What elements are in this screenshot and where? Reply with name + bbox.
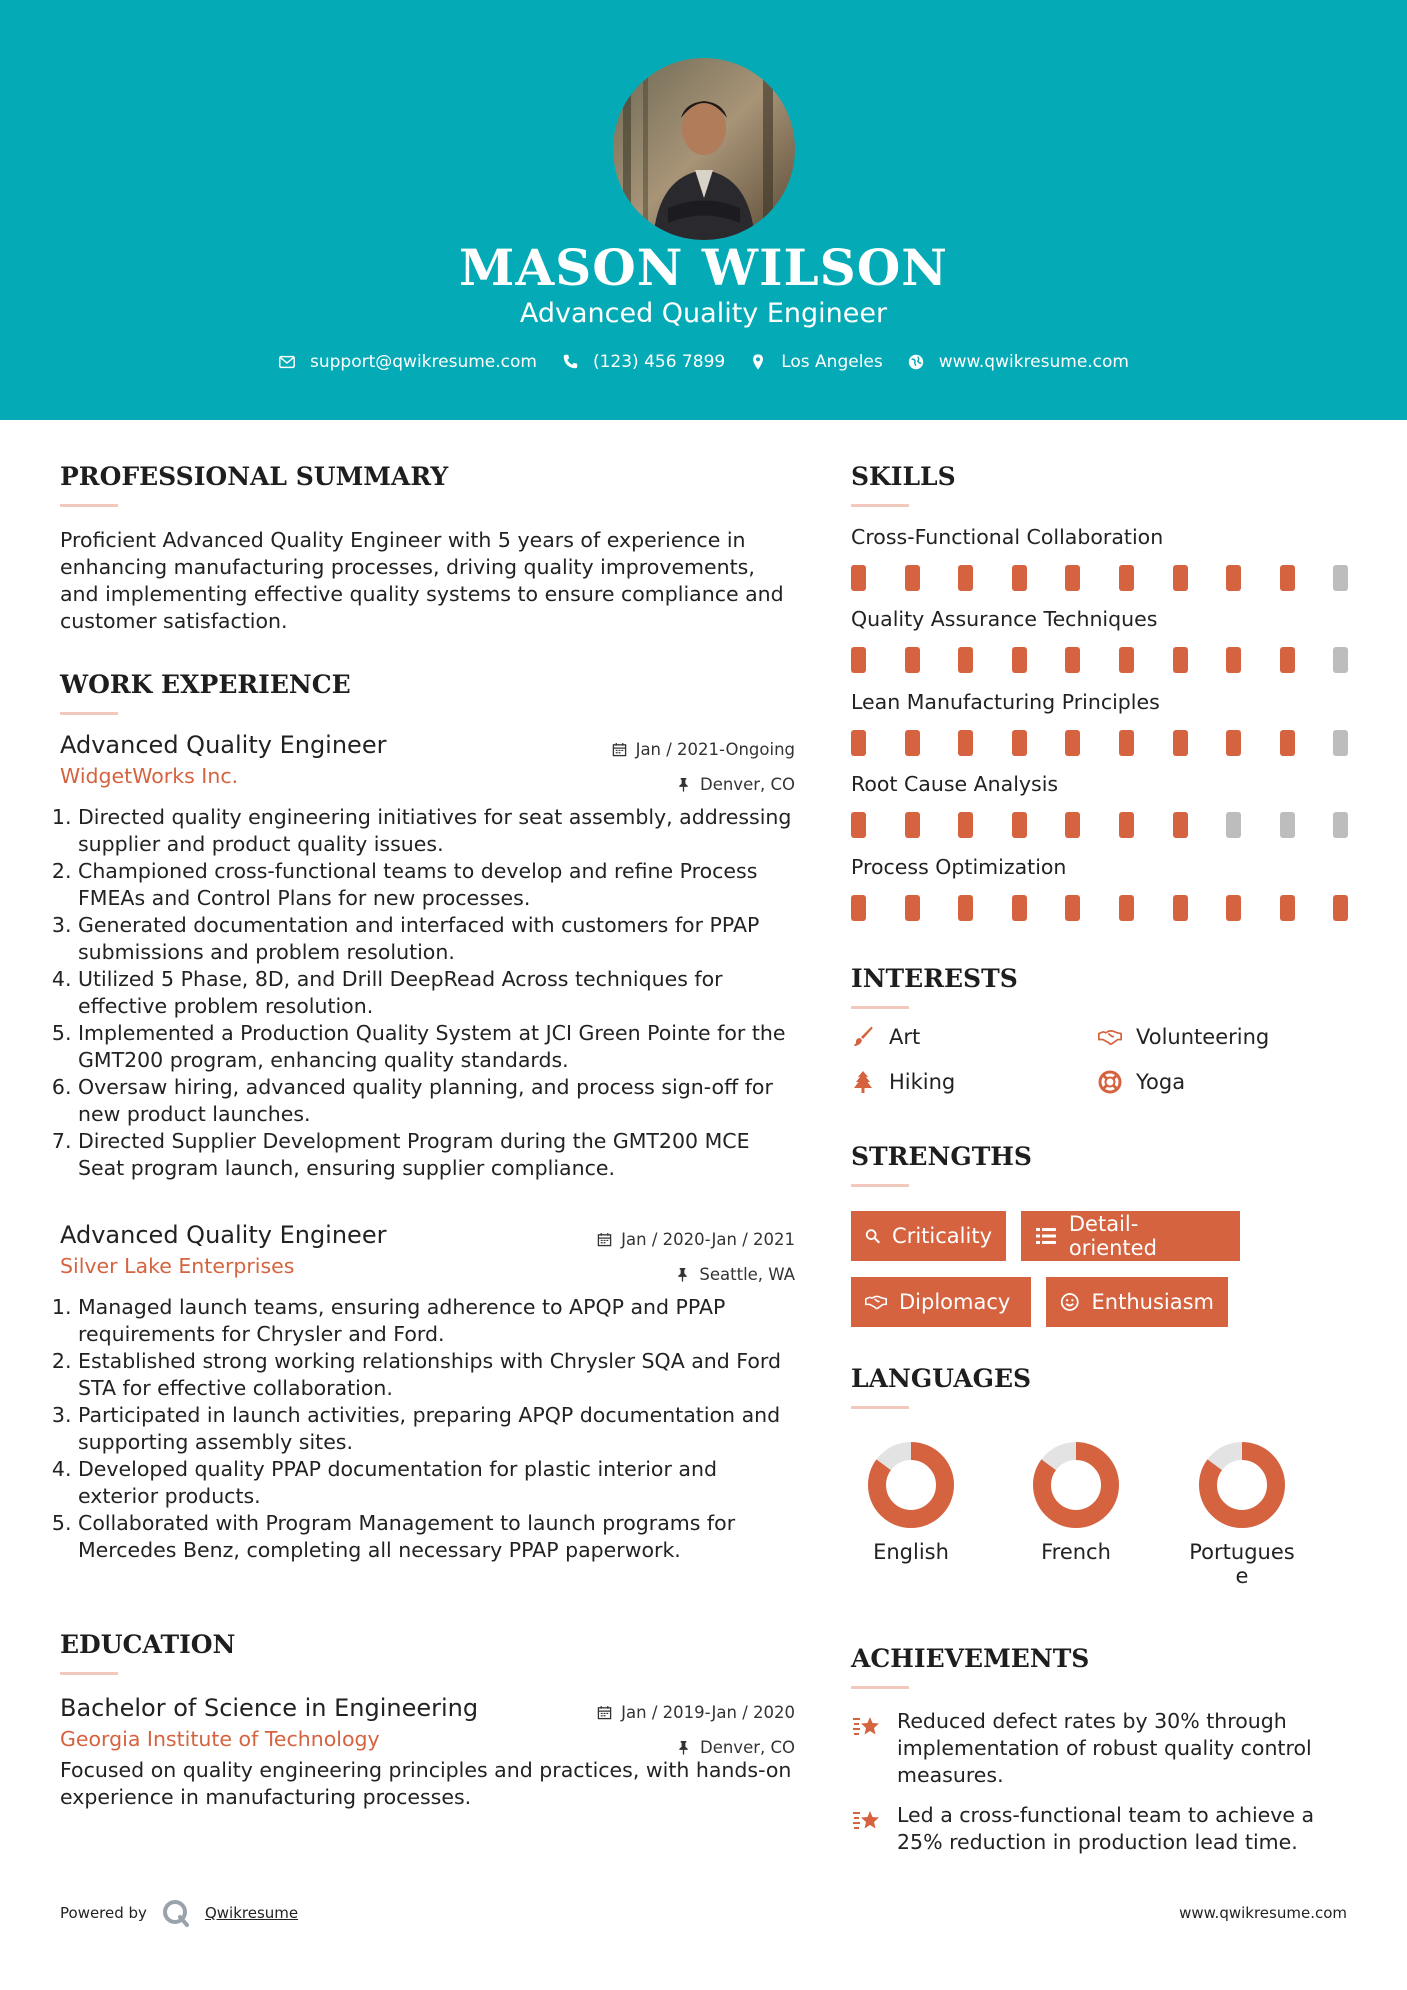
pushpin-icon [676,1740,691,1755]
skill-segment [1226,647,1241,673]
footer-website[interactable]: www.qwikresume.com [1179,1904,1347,1922]
skill-segment [905,647,920,673]
lifering-icon [1098,1070,1122,1094]
achievements-underline [851,1686,909,1689]
language-ring [866,1440,956,1530]
job-bullet: 1. Managed launch teams, ensuring adherence to APQP and PPAP requirements for Chrysler and Ford. [78,1294,795,1348]
skill-segment [851,647,866,673]
summary-underline [60,504,118,507]
languages-underline [851,1406,909,1409]
job-bullet: 2. Established strong working relationships with Chrysler SQA and Ford STA for effective collaboration. [78,1348,795,1402]
job-entry [60,1221,795,1601]
job-bullets [60,1294,795,1564]
job-location-text: Seattle, WA [699,1265,795,1284]
skill-rating [851,647,1351,673]
skill-segment [958,730,973,756]
profile-photo [613,58,795,240]
skill-rating [851,565,1351,591]
skill-rating [851,895,1351,921]
calendar-icon [597,1232,612,1247]
job-location [676,775,795,794]
skill-segment [1012,730,1027,756]
skill-segment [1012,647,1027,673]
skills-underline [851,504,909,507]
achievement-text: Led a cross-functional team to achieve a 25% reduction in production lead time. [897,1803,1315,1854]
education-entry [60,1694,795,1824]
calendar-icon [612,742,627,757]
skill-segment [1065,895,1080,921]
skill-segment [1173,895,1188,921]
list-icon [1035,1225,1057,1247]
skill-segment [1280,895,1295,921]
skill-segment [1065,812,1080,838]
job-dates-text: Jan / 2021-Ongoing [635,740,795,759]
achievement-item [851,1708,1351,1789]
skill-segment [1065,647,1080,673]
skill-name: Cross-Functional Collaboration [851,525,1164,549]
job-bullet: 4. Utilized 5 Phase, 8D, and Drill DeepRead Across techniques for effective problem resolution. [78,966,795,1020]
star-ribbon-icon [851,1805,883,1837]
pushpin-icon [675,1267,690,1282]
skill-segment [1226,730,1241,756]
languages-heading: LANGUAGES [851,1364,1032,1393]
qwikresume-link[interactable]: Qwikresume [204,1904,299,1922]
achievement-text: Reduced defect rates by 30% through implementation of robust quality control measures. [897,1709,1312,1787]
tree-icon [851,1070,875,1094]
strengths-underline [851,1184,909,1187]
website-text: www.qwikresume.com [938,352,1129,372]
job-bullet: 1. Directed quality engineering initiatives for seat assembly, addressing supplier and product quality issues. [78,804,795,858]
skill-name: Lean Manufacturing Principles [851,690,1160,714]
contact-website[interactable] [907,352,1129,372]
achievements-list [851,1708,1351,1868]
skill-segment [1012,812,1027,838]
contact-email[interactable] [278,352,537,372]
strength-label: Enthusiasm [1091,1290,1214,1314]
skill-segment [1173,730,1188,756]
smile-icon [1060,1291,1080,1313]
interest-label: Volunteering [1136,1025,1270,1049]
location-text: Los Angeles [781,352,883,372]
language-item [846,1440,976,1564]
language-ring [1197,1440,1287,1530]
interest-label: Yoga [1136,1070,1186,1094]
skill-segment [1226,812,1241,838]
map-pin-icon [749,353,767,371]
summary-heading: PROFESSIONAL SUMMARY [60,462,449,491]
candidate-title: Advanced Quality Engineer [519,298,888,329]
email-text: support@qwikresume.com [310,352,537,372]
language-name: Portugues e [1189,1540,1295,1588]
language-name: French [1041,1540,1111,1564]
job-bullet: 3. Generated documentation and interfaced with customers for PPAP submissions and problem resolution. [78,912,795,966]
skill-segment [905,730,920,756]
skill-segment [1280,647,1295,673]
skill-segment [958,895,973,921]
phone-icon [561,353,579,371]
education-location [676,1738,795,1757]
skill-segment [905,812,920,838]
skill-segment [1226,565,1241,591]
skill-segment [958,565,973,591]
interest-item [1098,1025,1269,1049]
skill-segment [958,647,973,673]
skill-segment [1119,565,1134,591]
strength-badge [1046,1277,1228,1327]
skill-segment [851,730,866,756]
strength-badge [851,1277,1031,1327]
skill-segment [1173,812,1188,838]
skill-segment [1173,565,1188,591]
language-name: English [873,1540,949,1564]
skill-segment [1119,730,1134,756]
strength-badge [851,1211,1006,1261]
language-ring [1031,1440,1121,1530]
job-bullet: 4. Developed quality PPAP documentation for plastic interior and exterior products. [78,1456,795,1510]
paintbrush-icon [851,1025,875,1049]
skill-segment [1333,895,1348,921]
interest-item [1098,1070,1185,1094]
calendar-icon [597,1705,612,1720]
skill-rating [851,730,1351,756]
interests-heading: INTERESTS [851,964,1018,993]
skill-segment [1333,647,1348,673]
skill-name: Quality Assurance Techniques [851,607,1158,631]
strength-label: Diplomacy [899,1290,1011,1314]
skill-segment [905,895,920,921]
job-title: Advanced Quality Engineer [60,731,387,759]
education-location-text: Denver, CO [699,1738,795,1757]
candidate-name: MASON WILSON [459,238,948,297]
qwikresume-logo-icon [161,1898,191,1928]
skill-segment [851,812,866,838]
job-company: WidgetWorks Inc. [60,764,239,788]
contact-location [749,352,883,372]
skill-segment [1173,647,1188,673]
skill-segment [1333,565,1348,591]
job-bullet: 5. Implemented a Production Quality System at JCI Green Pointe for the GMT200 program, enhancing quality standards. [78,1020,795,1074]
education-dates-text: Jan / 2019-Jan / 2020 [621,1703,795,1722]
summary-text: Proficient Advanced Quality Engineer with 5 years of experience in enhancing manufacturing processes, driving quality improvements, and implementing effective quality systems to ensure compliance and customer satisfaction. [60,528,784,633]
job-dates-text: Jan / 2020-Jan / 2021 [621,1230,795,1249]
education-underline [60,1672,118,1675]
handshake-icon [1098,1025,1122,1049]
skill-segment [1012,565,1027,591]
job-bullets [60,804,795,1182]
education-dates [597,1703,795,1722]
pushpin-icon [676,777,691,792]
contact-bar [0,352,1407,372]
skill-segment [1012,895,1027,921]
skill-segment [1065,730,1080,756]
interest-item [851,1025,920,1049]
job-title: Advanced Quality Engineer [60,1221,387,1249]
skill-segment [1280,812,1295,838]
globe-icon [907,353,925,371]
language-item [1177,1440,1307,1588]
skill-segment [1280,565,1295,591]
job-dates [612,740,795,759]
job-entry [60,731,795,1201]
skill-name: Process Optimization [851,855,1067,879]
work-heading: WORK EXPERIENCE [60,670,351,699]
skill-segment [1333,812,1348,838]
skill-rating [851,812,1351,838]
strengths-heading: STRENGTHS [851,1142,1032,1171]
envelope-icon [278,353,296,371]
degree-title: Bachelor of Science in Engineering [60,1694,479,1722]
job-dates [597,1230,795,1249]
powered-by-label: Powered by [60,1904,147,1922]
achievement-item [851,1802,1351,1856]
skill-segment [1065,565,1080,591]
job-bullet: 7. Directed Supplier Development Program during the GMT200 MCE Seat program launch, ensuring supplier compliance. [78,1128,795,1182]
skills-list [851,525,1351,925]
job-bullet: 6. Oversaw hiring, advanced quality planning, and process sign-off for new product launches. [78,1074,795,1128]
interest-label: Art [889,1025,921,1049]
skill-segment [905,565,920,591]
star-ribbon-icon [851,1711,883,1743]
skills-heading: SKILLS [851,462,956,491]
work-underline [60,712,118,715]
skill-segment [1119,647,1134,673]
strength-badge [1021,1211,1240,1261]
skill-segment [1119,812,1134,838]
job-bullet: 3. Participated in launch activities, preparing APQP documentation and supporting assembly sites. [78,1402,795,1456]
search-icon [865,1225,880,1247]
skill-segment [1119,895,1134,921]
education-heading: EDUCATION [60,1630,236,1659]
strength-label: Criticality [892,1224,992,1248]
skill-segment [1226,895,1241,921]
job-company: Silver Lake Enterprises [60,1254,295,1278]
interest-item [851,1070,955,1094]
job-location-text: Denver, CO [699,775,795,794]
job-location [675,1265,795,1284]
achievements-heading: ACHIEVEMENTS [851,1644,1090,1673]
footer-powered-by [60,1898,298,1928]
language-item [1011,1440,1141,1564]
education-description: Focused on quality engineering principles and practices, with hands-on experience in manufacturing processes. [60,1758,792,1809]
school-name: Georgia Institute of Technology [60,1727,380,1751]
strength-label: Detail-oriented [1068,1212,1157,1260]
interest-label: Hiking [889,1070,956,1094]
handshake-icon [865,1291,887,1313]
job-bullet: 5. Collaborated with Program Management to launch programs for Mercedes Benz, completing all necessary PPAP paperwork. [78,1510,795,1564]
skill-segment [851,895,866,921]
skill-segment [851,565,866,591]
skill-segment [1280,730,1295,756]
contact-phone[interactable] [561,352,725,372]
job-bullet: 2. Championed cross-functional teams to develop and refine Process FMEAs and Control Plans for new processes. [78,858,795,912]
skill-segment [958,812,973,838]
skill-name: Root Cause Analysis [851,772,1059,796]
interests-underline [851,1006,909,1009]
resume-header [0,0,1407,420]
phone-text: (123) 456 7899 [592,352,726,372]
skill-segment [1333,730,1348,756]
